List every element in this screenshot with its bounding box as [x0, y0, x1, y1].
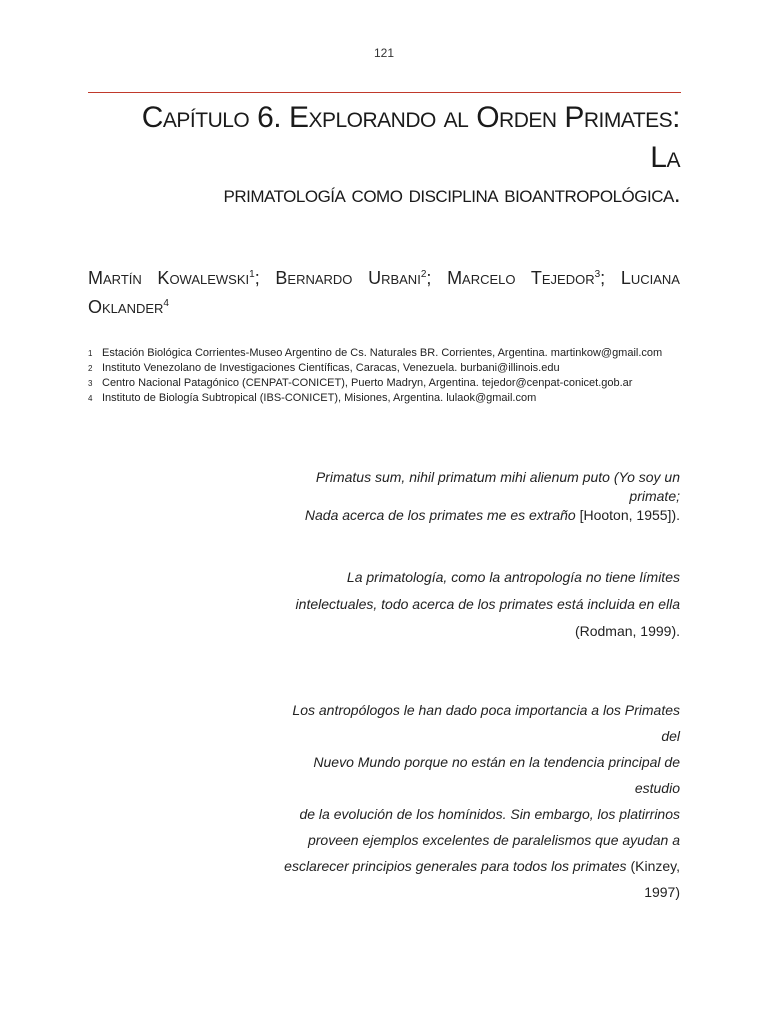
- epigraph-line: intelectuales, todo acerca de los primates está incluida en ella: [295, 596, 680, 612]
- affiliation-number: 2: [88, 364, 93, 373]
- epigraph-rodman: [280, 564, 680, 645]
- epigraph-line: La primatología, como la antropología no tiene límites: [346, 569, 680, 585]
- affiliation-item: [88, 346, 688, 361]
- author-affiliation-mark: 3: [594, 269, 601, 280]
- affiliation-text: Estación Biológica Corrientes-Museo Argentino de Cs. Naturales BR. Corrientes, Argentina. martinkow@gmail.com: [102, 347, 663, 359]
- author-separator: ;: [426, 268, 448, 288]
- epigraph-line: Nuevo Mundo porque no están en la tendencia principal de estudio: [313, 754, 680, 796]
- page-number: 121: [373, 46, 395, 60]
- epigraph-hooton: [280, 468, 680, 525]
- affiliation-list: [88, 346, 688, 406]
- affiliation-text: Centro Nacional Patagónico (CENPAT-CONICET), Puerto Madryn, Argentina. tejedor@cenpat-conicet.gob.ar: [102, 377, 633, 389]
- epigraph-line: Primatus sum, nihil primatum mihi alienum puto (Yo soy un primate;: [315, 469, 680, 504]
- affiliation-item: [88, 376, 688, 391]
- epigraph-citation: (Kinzey,: [626, 858, 680, 874]
- author-affiliation-mark: 4: [163, 298, 169, 309]
- epigraph-line: de la evolución de los homínidos. Sin embargo, los platirrinos: [299, 806, 680, 822]
- author-name: Martín Kowalewski: [88, 268, 250, 288]
- epigraph-italic-text: Nada acerca de los primates me es extraño: [304, 507, 576, 523]
- affiliation-item: [88, 391, 688, 406]
- epigraph-citation: [Hooton, 1955]).: [575, 507, 680, 523]
- author-separator: ;: [254, 268, 276, 288]
- affiliation-item: [88, 361, 688, 376]
- affiliation-number: 3: [88, 379, 93, 388]
- epigraph-line: Los antropólogos le han dado poca importancia a los Primates del: [292, 702, 680, 744]
- epigraph-citation: (Rodman, 1999).: [574, 623, 680, 639]
- affiliation-text: Instituto de Biología Subtropical (IBS-CONICET), Misiones, Argentina. lulaok@gmail.com: [102, 392, 537, 404]
- chapter-title: [120, 98, 680, 214]
- epigraph-italic-text: esclarecer principios generales para todos los primates: [284, 858, 627, 874]
- author-separator: ;: [600, 268, 621, 288]
- author-name: Luciana Oklander: [88, 268, 680, 317]
- author-affiliation-mark: 2: [420, 269, 427, 280]
- chapter-title-line-1: Capítulo 6. Explorando al Orden Primates: La: [141, 101, 680, 174]
- epigraph-citation: 1997): [644, 884, 680, 900]
- epigraph-line: [280, 506, 680, 525]
- affiliation-text: Instituto Venezolano de Investigaciones Científicas, Caracas, Venezuela. burbani@illinois.edu: [102, 362, 560, 374]
- epigraph-kinzey: [280, 697, 680, 905]
- chapter-title-line-2: primatología como disciplina bioantropológica.: [223, 181, 680, 208]
- affiliation-number: 1: [88, 349, 93, 358]
- affiliation-number: 4: [88, 394, 93, 403]
- header-rule: [88, 92, 681, 93]
- author-list: [88, 264, 680, 322]
- author-affiliation-mark: 1: [249, 269, 255, 280]
- author-name: Marcelo Tejedor: [447, 268, 595, 288]
- author-name: Bernardo Urbani: [275, 268, 421, 288]
- epigraph-line: proveen ejemplos excelentes de paralelismos que ayudan a: [307, 832, 680, 848]
- epigraph-line: [280, 853, 680, 879]
